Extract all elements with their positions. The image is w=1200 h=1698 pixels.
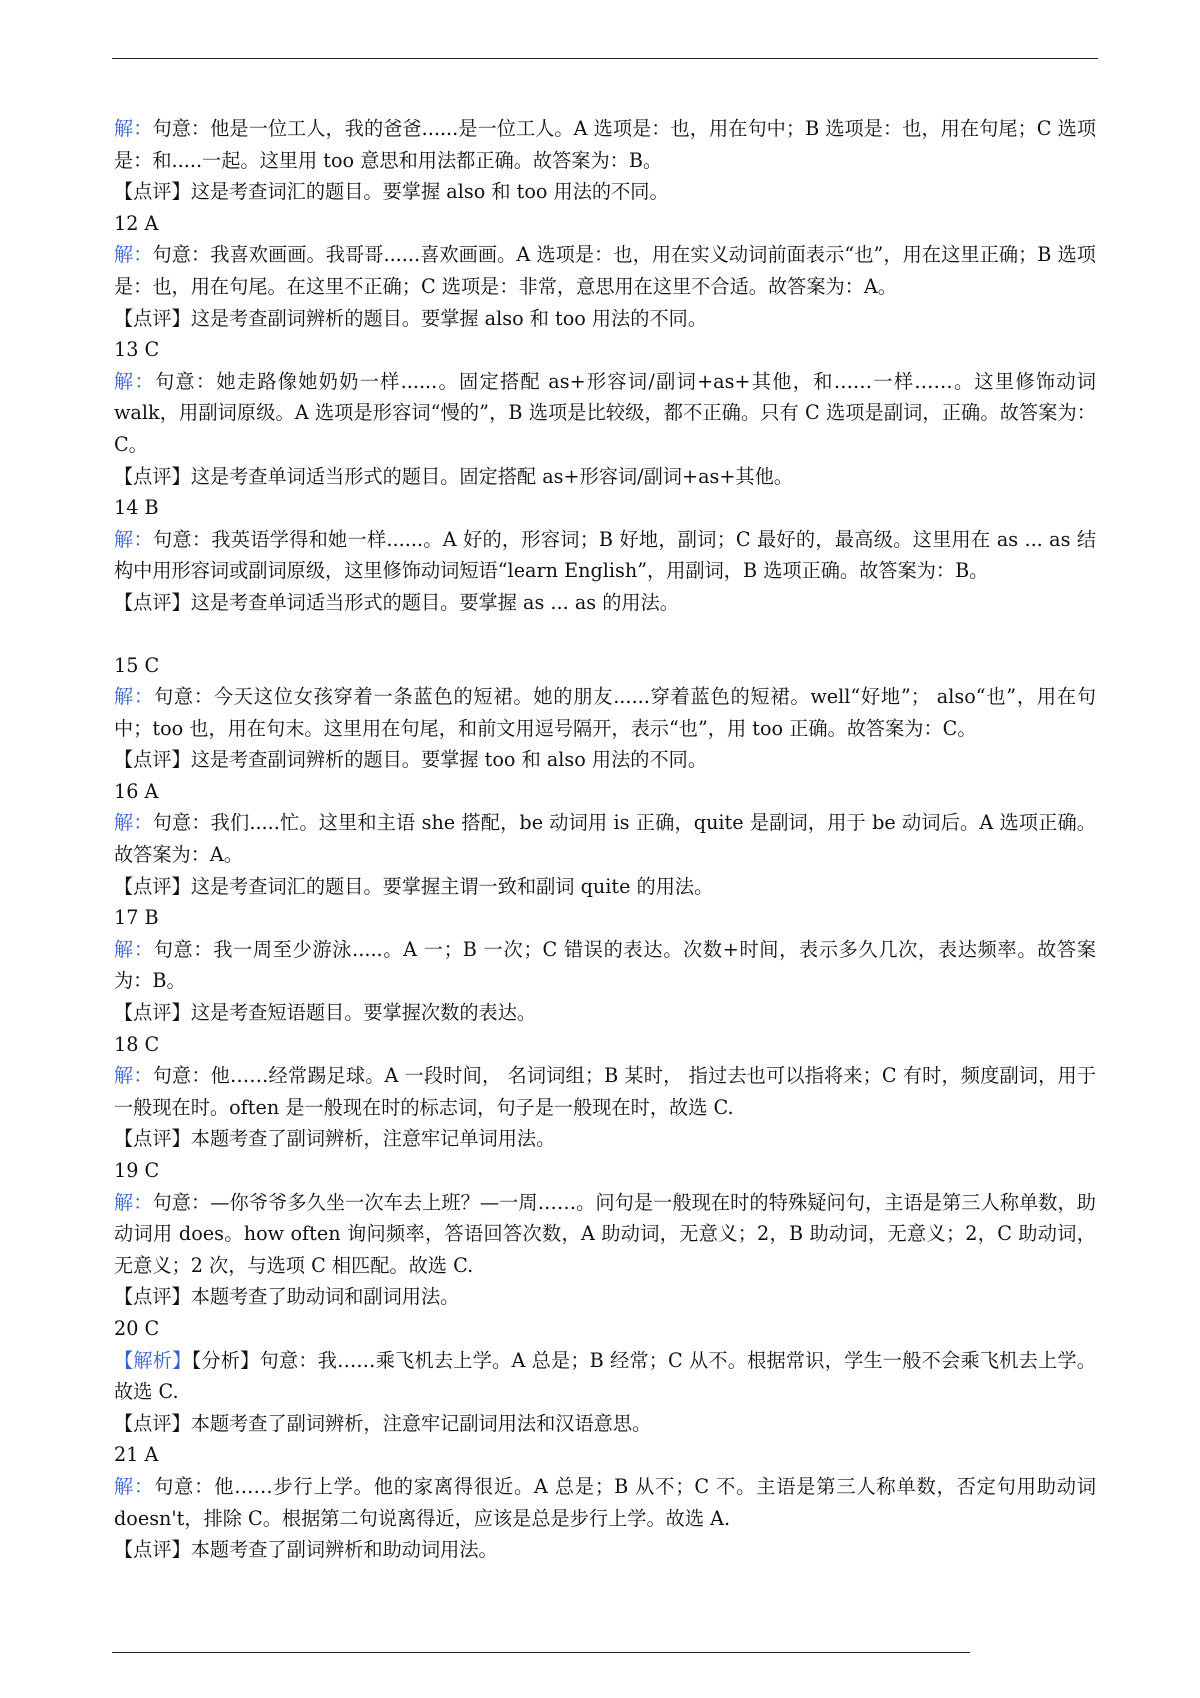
explanation-19 <box>114 1187 1096 1282</box>
question-number-20: 20 C <box>114 1316 160 1340</box>
comment-14: 【点评】这是考查单词适当形式的题目。要掌握 as ... as 的用法。 <box>114 590 679 614</box>
explain-label: 解： <box>114 811 153 835</box>
explanation-21 <box>114 1471 1096 1534</box>
comment-17: 【点评】这是考查短语题目。要掌握次数的表达。 <box>114 1001 537 1025</box>
explanation-text: 句意：我喜欢画画。我哥哥......喜欢画画。A 选项是：也，用在实义动词前面表示“也”，用在这里正确；B 选项是：也，用在句尾。在这里不正确；C 选项是：非常，意思用在这里不合适。故答案为：A。 <box>114 243 1096 298</box>
question-number-19: 19 C <box>114 1159 160 1182</box>
explanation-16 <box>114 807 1096 870</box>
spacer <box>114 619 1096 650</box>
explanation-text: 句意：他……步行上学。他的家离得很近。A 总是；B 从不；C 不。主语是第三人称单数，否定句用助动词 doesn't，排除 C。根据第二句说离得近，应该是总是步行上学。故选 A. <box>114 1474 1097 1530</box>
answer-explanations <box>114 113 1096 1566</box>
explanation-text: 句意：他……经常踢足球。A 一段时间， 名词词组；B 某时， 指过去也可以指将来；C 有时，频度副词，用于一般现在时。often 是一般现在时的标志词，句子是一般现在时，故选 C. <box>114 1064 1096 1119</box>
explain-label: 解： <box>114 369 155 393</box>
question-number-12: 12 A <box>114 211 159 235</box>
explanation-text: 句意：他是一位工人，我的爸爸......是一位工人。A 选项是：也，用在句中；B 选项是：也，用在句尾；C 选项是：和.....一起。这里用 too 意思和用法都正确。故答案为：B。 <box>114 117 1097 172</box>
header-rule <box>112 58 1098 59</box>
analysis-label: 【解析】 <box>114 1348 192 1372</box>
comment-15: 【点评】这是考查副词辨析的题目。要掌握 too 和 also 用法的不同。 <box>114 748 708 772</box>
explain-label: 解： <box>114 937 154 961</box>
explanation-text: 句意：我英语学得和她一样......。A 好的，形容词；B 好地，副词；C 最好的，最高级。这里用在 as ... as 结构中用形容词或副词原级，这里修饰动词短语“learn English”，用副词，B 选项正确。故答案为：B。 <box>114 527 1097 583</box>
comment-20: 【点评】本题考查了副词辨析，注意牢记副词用法和汉语意思。 <box>114 1411 652 1435</box>
explain-label: 解： <box>114 1064 153 1088</box>
explain-label: 解： <box>114 1474 155 1498</box>
explanation-text: 句意：她走路像她奶奶一样......。固定搭配 as+形容词/副词+as+其他，和……一样……。这里修饰动词 walk，用副词原级。A 选项是形容词“慢的”，B 选项是比较级，都不正确。只有 C 选项是副词，正确。故答案为：C。 <box>114 369 1096 456</box>
comment-21: 【点评】本题考查了副词辨析和助动词用法。 <box>114 1538 498 1562</box>
explanation-text: 句意：今天这位女孩穿着一条蓝色的短裙。她的朋友......穿着蓝色的短裙。well“好地”； also“也”，用在句中；too 也，用在句末。这里用在句尾，和前文用逗号隔开，表示“也”，用 too 正确。故答案为：C。 <box>114 685 1096 740</box>
explain-label: 解： <box>114 527 153 551</box>
explanation-text: 句意：我们.....忙。这里和主语 she 搭配，be 动词用 is 正确，quite 是副词，用于 be 动词后。A 选项正确。故答案为：A。 <box>114 811 1096 867</box>
explain-label: 解： <box>114 685 154 709</box>
explanation-17 <box>114 934 1096 997</box>
question-number-16: 16 A <box>114 779 159 803</box>
comment-16: 【点评】这是考查词汇的题目。要掌握主谓一致和副词 quite 的用法。 <box>114 874 714 898</box>
explanation-text: 【分析】句意：我……乘飞机去上学。A 总是；B 经常；C 从不。根据常识，学生一般不会乘飞机去上学。故选 C. <box>114 1348 1096 1404</box>
explanation-11 <box>114 113 1096 176</box>
question-number-14: 14 B <box>114 496 159 520</box>
comment-19: 【点评】本题考查了助动词和副词用法。 <box>114 1285 460 1309</box>
comment-13: 【点评】这是考查单词适当形式的题目。固定搭配 as+形容词/副词+as+其他。 <box>114 464 793 488</box>
explanation-15 <box>114 681 1096 744</box>
comment-11: 【点评】这是考查词汇的题目。要掌握 also 和 too 用法的不同。 <box>114 180 669 204</box>
question-number-13: 13 C <box>114 338 160 362</box>
question-number-15: 15 C <box>114 653 160 677</box>
question-number-17: 17 B <box>114 906 159 930</box>
explain-label: 解： <box>114 1190 153 1214</box>
explanation-20 <box>114 1345 1096 1408</box>
comment-18: 【点评】本题考查了副词辨析，注意牢记单词用法。 <box>114 1127 556 1151</box>
explanation-14 <box>114 524 1096 587</box>
question-number-21: 21 A <box>114 1443 159 1467</box>
explanation-12 <box>114 239 1096 302</box>
explain-label: 解： <box>114 243 153 267</box>
explanation-text: 句意：我一周至少游泳.....。A 一；B 一次；C 错误的表达。次数+时间，表示多久几次，表达频率。故答案为：B。 <box>114 937 1097 993</box>
question-number-18: 18 C <box>114 1032 160 1056</box>
explain-label: 解： <box>114 117 153 140</box>
explanation-18 <box>114 1060 1096 1123</box>
explanation-text: 句意：—你爷爷多久坐一次车去上班？—一周……。问句是一般现在时的特殊疑问句，主语是第三人称单数，助动词用 does。how often 询问频率，答语回答次数，A 助动词，无意义；2，B 助动词，无意义；2，C 助动词，无意义；2 次，与选项 C 相匹配。故选 C. <box>114 1190 1096 1277</box>
comment-12: 【点评】这是考查副词辨析的题目。要掌握 also 和 too 用法的不同。 <box>114 306 708 330</box>
explanation-13 <box>114 366 1096 461</box>
footer-rule <box>112 1652 970 1653</box>
